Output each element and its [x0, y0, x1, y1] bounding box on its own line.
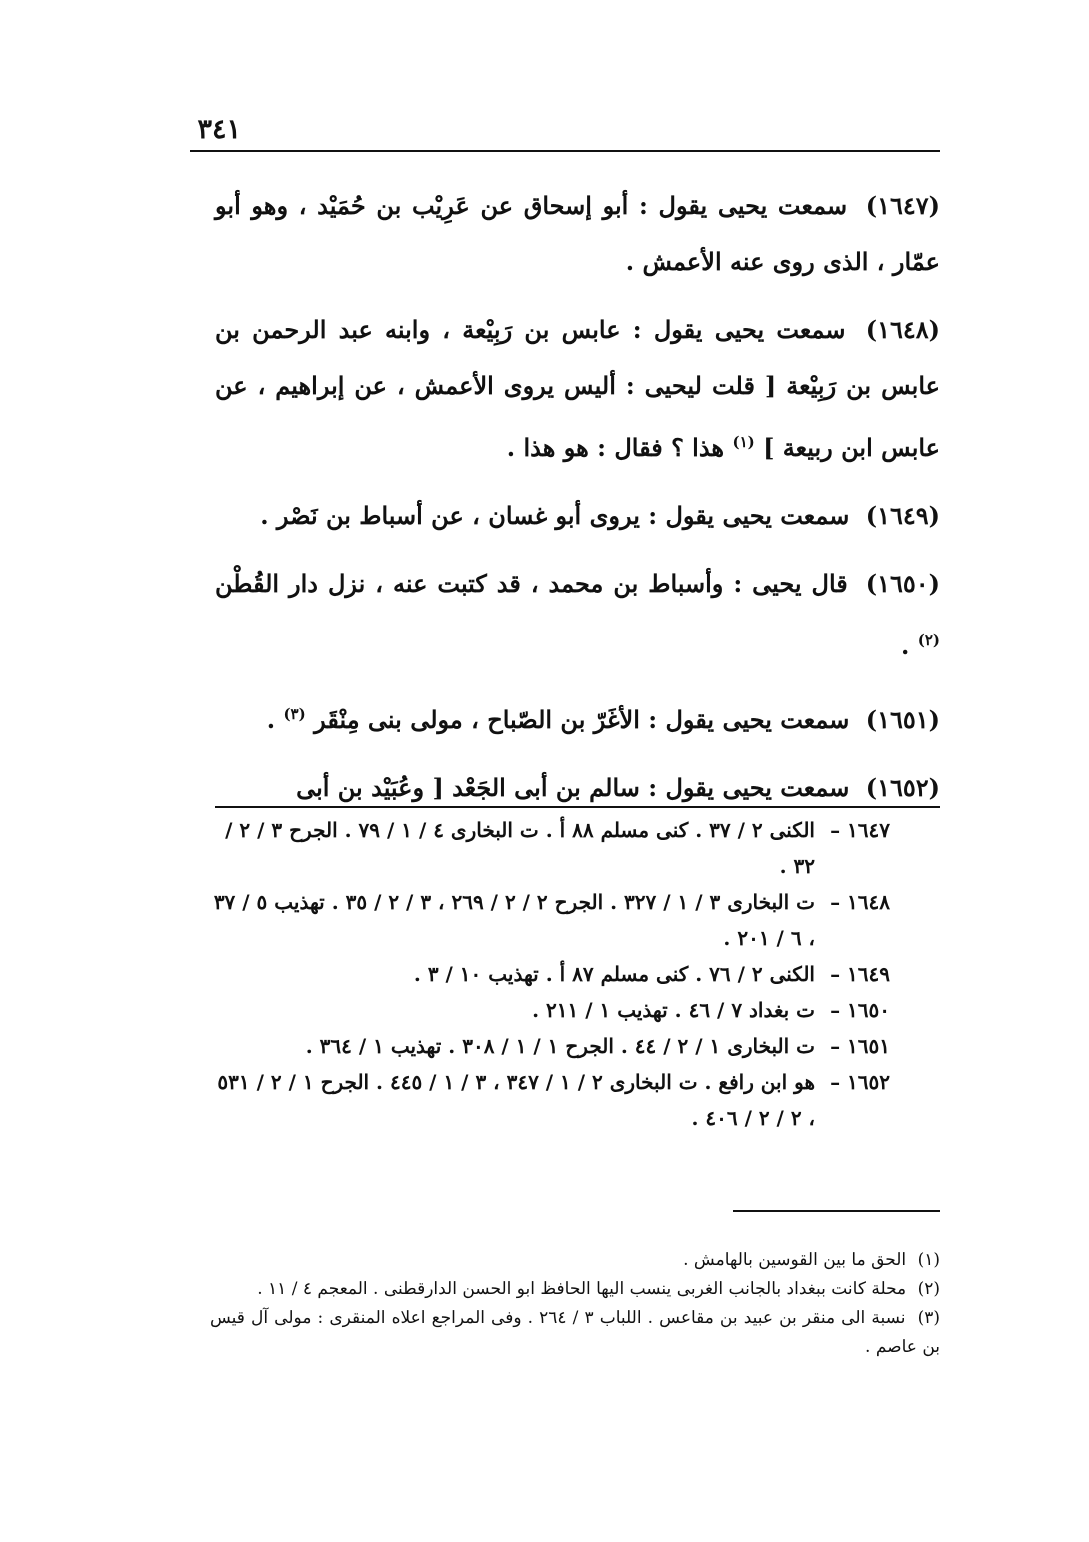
page-number: ٣٤١ — [197, 114, 241, 145]
reference-text: ت البخارى ١ / ٢ / ٤٤ . الجرح ١ / ١ / ٣٠٨ . تهذيب ١ / ٣٦٤ . — [305, 1034, 815, 1058]
reference-number: ١٦٤٧ – — [830, 818, 890, 842]
entry-1650 — [215, 556, 940, 674]
references-list — [210, 812, 890, 1136]
entry-1647 — [215, 178, 940, 290]
reference-text: هو ابن رافع . ت البخارى ٢ / ١ / ٣٤٧ ، ٣ / ١ / ٤٤٥ . الجرح ١ / ٢ / ٥٣١ ، ٢ / ٢ / ٤٠٦ . — [217, 1070, 815, 1130]
footnote-number: (٣) — [917, 1308, 941, 1328]
main-text — [215, 178, 940, 828]
reference-number: ١٦٥٠ – — [830, 998, 890, 1022]
reference-number: ١٦٤٩ – — [830, 962, 890, 986]
footnote-marker: (٢) — [917, 631, 940, 649]
entry-text-after: . — [266, 705, 276, 734]
reference-1652 — [210, 1064, 890, 1136]
header-rule — [190, 150, 940, 152]
entry-1649 — [215, 488, 940, 544]
entry-text: سمعت يحيى يقول : يروى أبو غسان ، عن أسباط بن نَصْر . — [260, 501, 850, 530]
reference-number: ١٦٥٢ – — [830, 1070, 890, 1094]
footnote-marker: (١) — [732, 433, 755, 451]
footnote-2 — [210, 1275, 940, 1304]
reference-1647 — [210, 812, 890, 884]
footnote-3 — [210, 1304, 940, 1362]
reference-text: الكنى ٢ / ٧٦ . كنى مسلم ٨٧ أ . تهذيب ١٠ / ٣ . — [413, 962, 815, 986]
entry-text: سمعت يحيى يقول : الأغَرّ بن الصّباح ، مولى بنى مِنْقَر — [314, 705, 850, 734]
entry-text-after: هذا ؟ فقال : هو هذا . — [506, 433, 725, 462]
footnote-marker: (٣) — [283, 705, 306, 723]
entry-number: (١٦٤٧) — [865, 191, 941, 220]
reference-1650 — [210, 992, 890, 1028]
footnote-1 — [210, 1246, 940, 1275]
entry-number: (١٦٥٠) — [865, 569, 941, 598]
reference-number: ١٦٤٨ – — [830, 890, 890, 914]
entry-text: سمعت يحيى يقول : أبو إسحاق عن عَرِيْب بن حُمَيْد ، وهو أبو عمّار ، الذى روى عنه الأعمش . — [215, 191, 940, 276]
footnote-text: محلة كانت ببغداد بالجانب الغربى ينسب اليها الحافظ ابو الحسن الدارقطنى . المعجم ٤ / ١١ . — [257, 1279, 907, 1299]
reference-text: ت بغداد ٧ / ٤٦ . تهذيب ١ / ٢١١ . — [532, 998, 815, 1022]
reference-1651 — [210, 1028, 890, 1064]
entry-1651 — [215, 686, 940, 748]
footnote-text: نسبة الى منقر بن عبيد بن مقاعس . اللباب ٣ / ٢٦٤ . وفى المراجع اعلاه المنقرى : مولى آل قيس بن عاصم . — [210, 1308, 940, 1357]
entry-number: (١٦٥٢) — [865, 773, 940, 802]
footnotes-list — [210, 1246, 940, 1362]
entry-text: قال يحيى : وأسباط بن محمد ، قد كتبت عنه ، نزل دار القُطْن — [215, 569, 848, 598]
footnote-number: (٢) — [917, 1279, 940, 1299]
footnote-text: الحق ما بين القوسين بالهامش . — [683, 1250, 907, 1270]
entry-text: سمعت يحيى يقول : عابس بن رَبِيْعة ، وابنه عبد الرحمن بن عابس بن رَبِيْعة [ قلت ليحيى : أليس يروى الأعمش ، عن إبراهيم ، عن عابس ابن ربيعة ] — [215, 315, 940, 462]
references-divider — [215, 806, 940, 808]
entry-number: (١٦٥١) — [865, 705, 940, 734]
reference-1648 — [210, 884, 890, 956]
entry-text: سمعت يحيى يقول : سالم بن أبى الجَعْد [ وعُبَيْد بن أبى — [296, 773, 850, 802]
entry-number: (١٦٤٩) — [865, 501, 940, 530]
footnotes-divider — [733, 1210, 940, 1212]
entry-number: (١٦٤٨) — [865, 315, 940, 344]
footnote-number: (١) — [917, 1250, 940, 1270]
entry-1648 — [215, 302, 940, 476]
reference-text: الكنى ٢ / ٣٧ . كنى مسلم ٨٨ أ . ت البخارى ٤ / ١ / ٧٩ . الجرح ٣ / ٢ / ٣٢ . — [225, 818, 815, 878]
reference-number: ١٦٥١ – — [830, 1034, 890, 1058]
entry-text-after: . — [901, 631, 910, 660]
reference-text: ت البخارى ٣ / ١ / ٣٢٧ . الجرح ٢ / ٢ / ٢٦٩ ، ٣ / ٢ / ٣٥ . تهذيب ٥ / ٣٧ ، ٦ / ٢٠١ . — [213, 890, 815, 950]
reference-1649 — [210, 956, 890, 992]
